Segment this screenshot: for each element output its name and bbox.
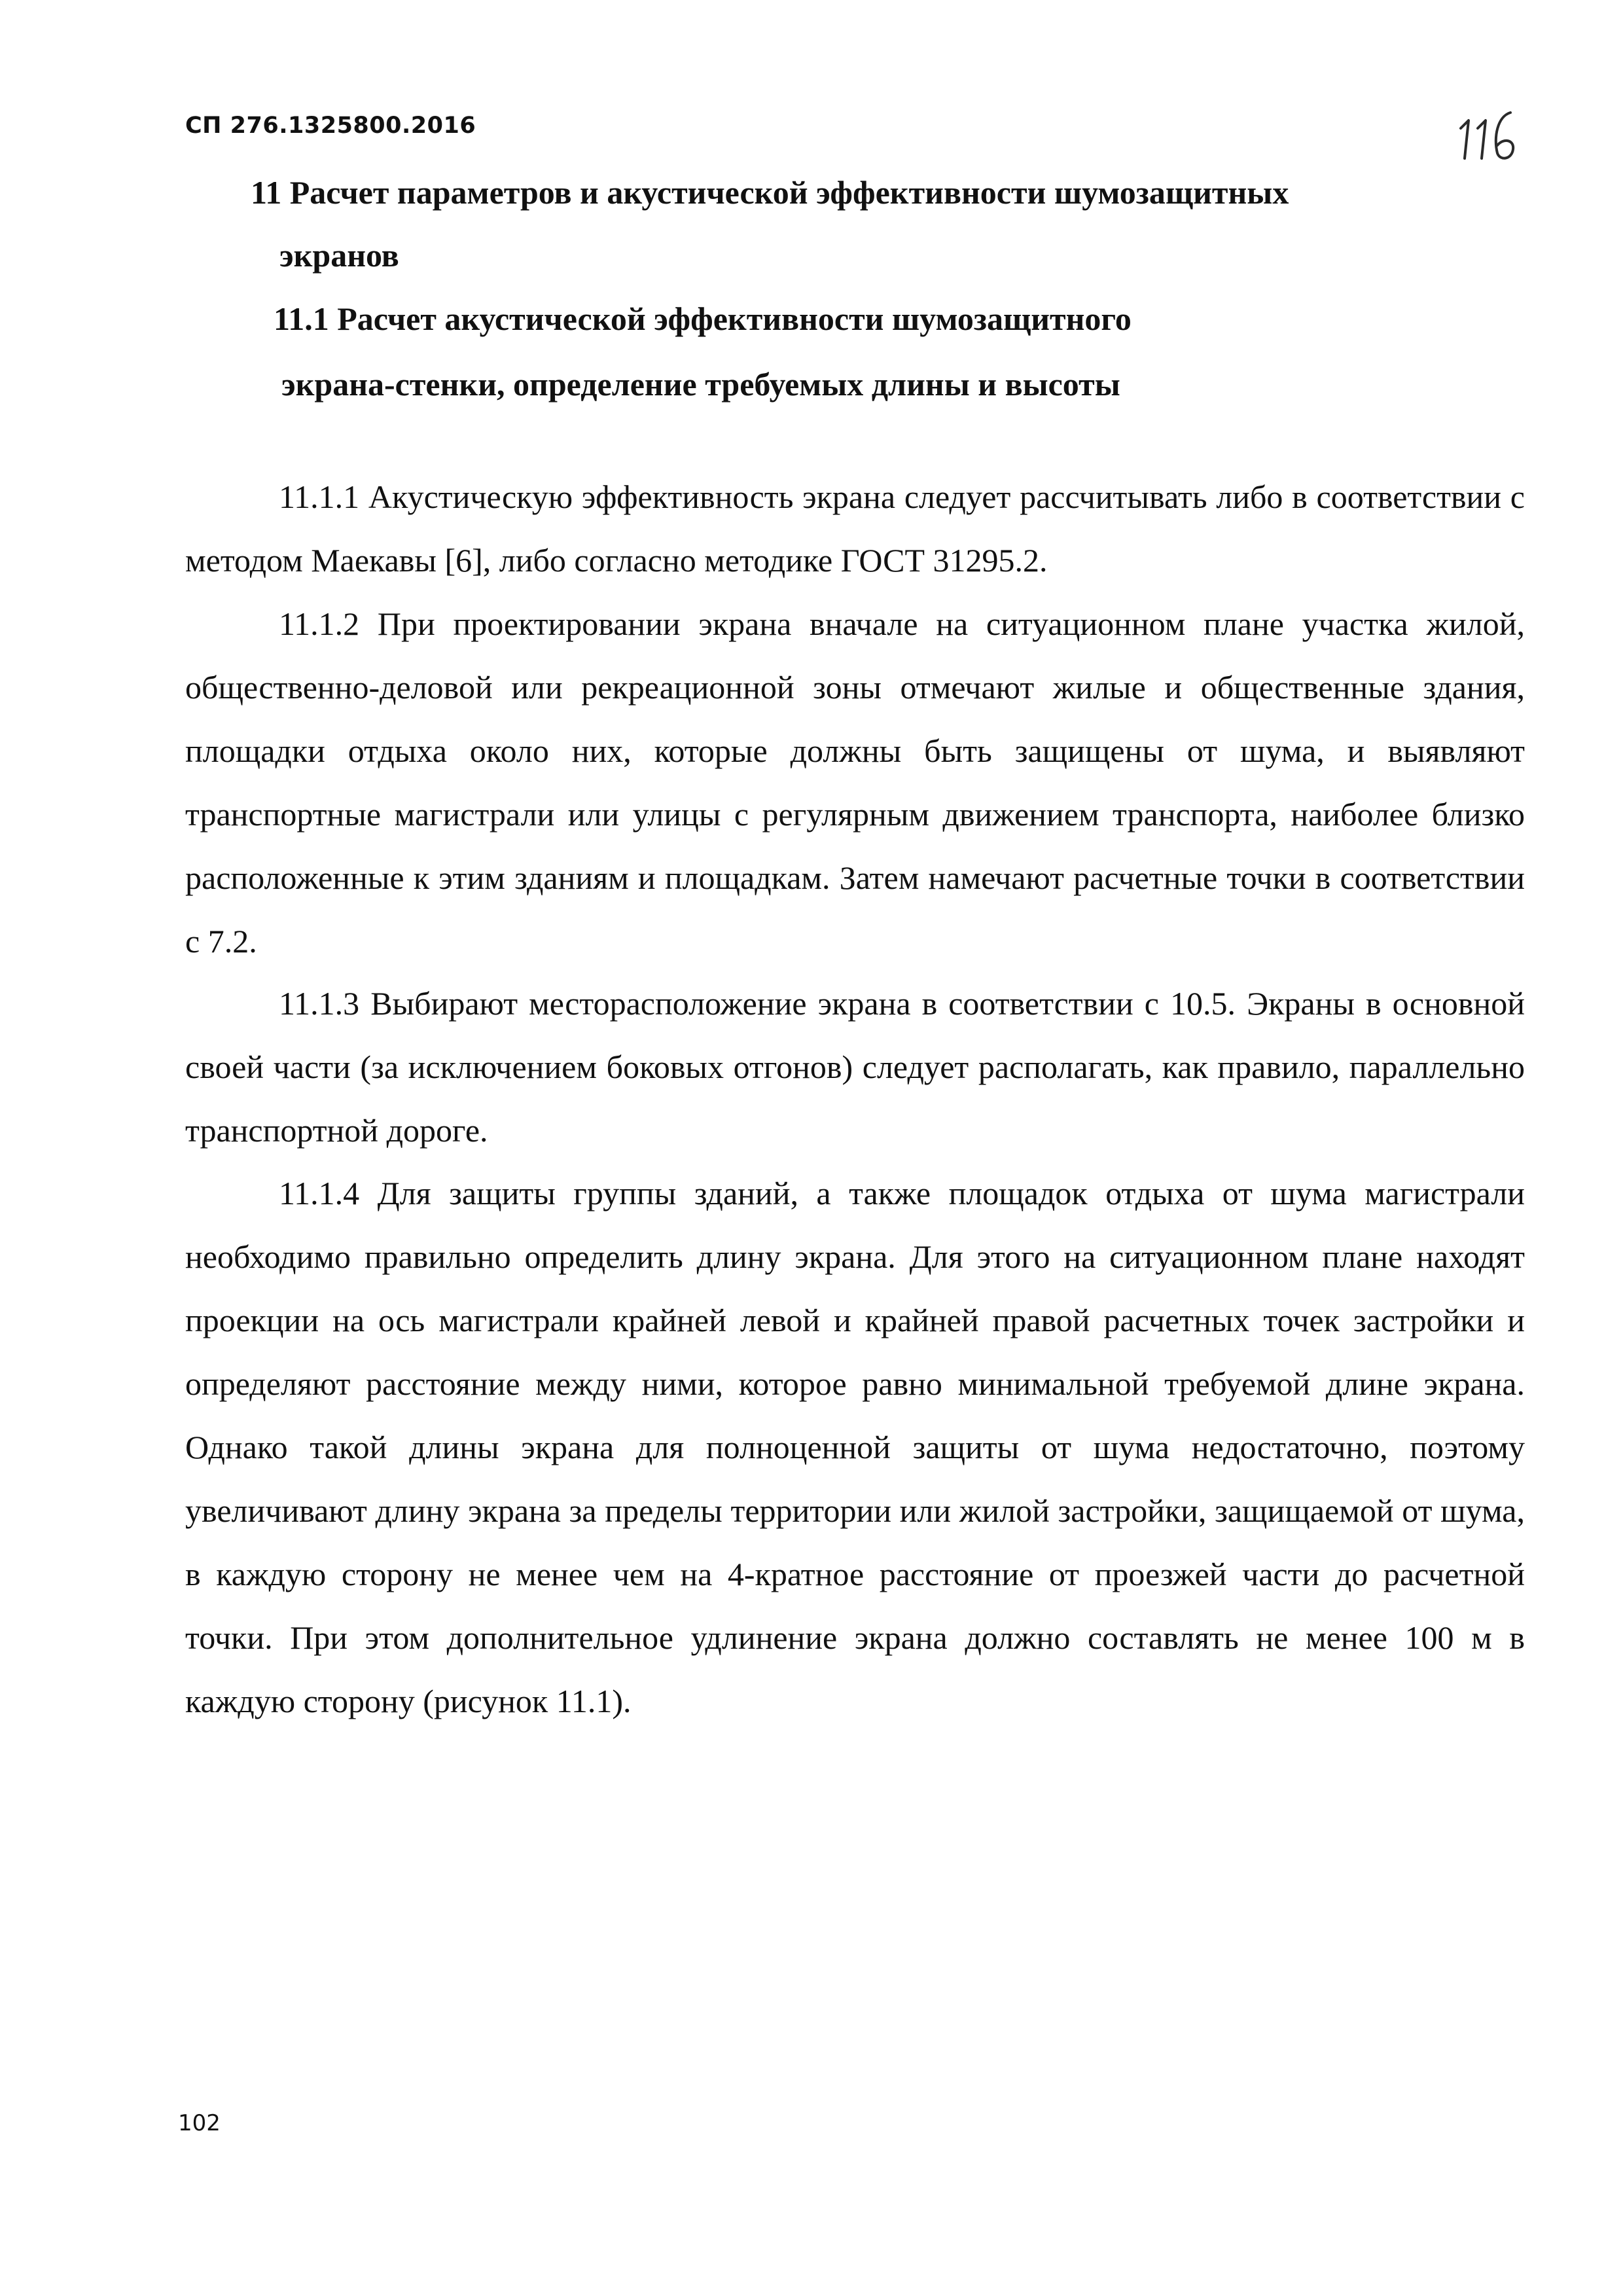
paragraph-text: 11.1.2 При проектировании экрана вначале на ситуационном плане участка жилой, общественно-деловой или рекреационной зоны отмечают жилые и общественные здания, площадки отдыха около них, которые должны быть защищены от шума, и выявляют транспортные магистрали или улицы с регулярным движением транспорта, наиболее близко расположенные к этим зданиям и площадкам. Затем намечают расчетные точки в соответствии с 7.2. <box>185 605 1525 960</box>
section-title-line2: экранов <box>279 237 399 274</box>
handwritten-page-number <box>1452 98 1524 170</box>
paragraph-text: 11.1.4 Для защиты группы зданий, а также площадок отдыха от шума магистрали необходимо правильно определить длину экрана. Для этого на ситуационном плане находят проекции на ось магистрали крайней левой и крайней правой расчетных точек застройки и определяют расстояние между ними, которое равно минимальной требуемой длине экрана. Однако такой длины экрана для полноценной защиты от шума недостаточно, поэтому увеличивают длину экрана за пределы территории или жилой застройки, защищаемой от шума, в каждую сторону не менее чем на 4-кратное расстояние от проезжей части до расчетной точки. При этом дополнительное удлинение экрана должно составлять не менее 100 м в каждую сторону (рисунок 11.1). <box>185 1175 1525 1719</box>
page-number: 102 <box>178 2110 221 2136</box>
section-title-line1: 11 Расчет параметров и акустической эффективности шумозащитных <box>251 174 1289 211</box>
subsection-title-line2: экрана-стенки, определение требуемых длины и высоты <box>281 366 1120 403</box>
paragraph-text: 11.1.1 Акустическую эффективность экрана следует рассчитывать либо в соответствии с методом Маекавы [6], либо согласно методике ГОСТ 31295.2. <box>185 478 1525 579</box>
document-code: СП 276.1325800.2016 <box>185 113 476 139</box>
paragraph-text: 11.1.3 Выбирают месторасположение экрана в соответствии с 10.5. Экраны в основной своей части (за исключением боковых отгонов) следует располагать, как правило, параллельно транспортной дороге. <box>185 985 1525 1149</box>
paragraph-11-1-1 <box>185 465 1525 592</box>
subsection-title-line1: 11.1 Расчет акустической эффективности шумозащитного <box>274 300 1132 337</box>
paragraph-11-1-3 <box>185 972 1525 1162</box>
paragraph-11-1-2 <box>185 592 1525 973</box>
paragraph-11-1-4 <box>185 1162 1525 1733</box>
